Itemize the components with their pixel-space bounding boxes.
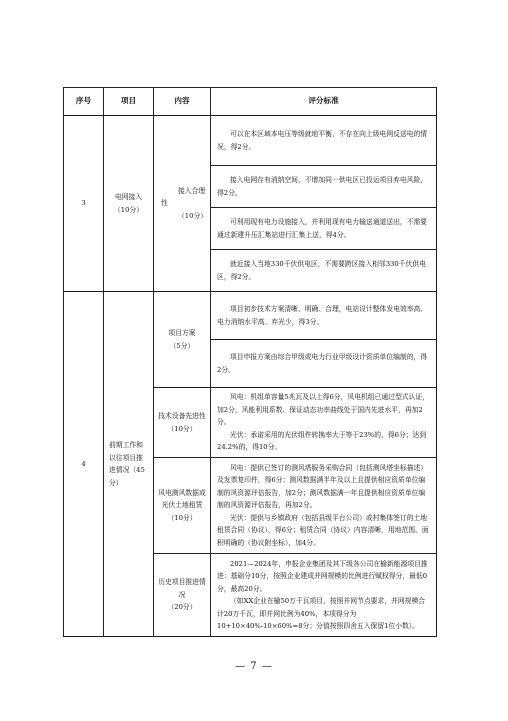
section4-sub4-criterion-1: 2021—2024年，申报企业集团及其下级各公司在榆新能源项目推进：基础分10分，按照企业建成并网规模的比例进行赋权得分，最低0分，最高20分。	[217, 559, 428, 593]
section3-project	[104, 116, 154, 292]
section4-sub4-score: （20分）	[167, 603, 197, 612]
table-row	[64, 116, 437, 166]
section3-project-name: 电网接入	[114, 193, 143, 201]
header-project: 项目	[104, 88, 154, 116]
section4-sub1-criterion-2: 项目申报方案由综合甲级或电力行业甲级设计资质单位编制的，得2分。	[211, 340, 437, 388]
section4-sub1-name: 项目方案	[168, 329, 196, 337]
page-number: — 7 —	[235, 661, 273, 672]
section4-sub2-criteria	[211, 388, 437, 458]
section4-sub1	[154, 292, 211, 388]
section4-sub2-name: 技术设备先进性	[158, 412, 206, 420]
section4-sub2-score: （10分）	[167, 424, 197, 433]
section4-sub2-wind: 风电：机组单容量5兆瓦及以上得6分，风电机组已通过型式认证，加2分，风能利用系数、保证动态功率曲线处于国内先进水平，再加2分。	[217, 393, 429, 427]
section3-criterion-3: 可利用现有电力设施接入，并利用现有电力输送通道送出，不需要通过新建升压汇集站进行汇集上送，得4分。	[211, 208, 437, 250]
section4-sub4-criterion-2: （如XX企业在榆50万千瓦项目，按照并网节点要求，并网规模合计20万千瓦，即并网比例为40%，本项得分为10+10×40%-10×60%=8分；分值按照四舍五入保留1位小数）。	[217, 597, 426, 630]
section4-sub3-criteria	[211, 458, 437, 554]
section4-sub3-solar: 光伏：提供与乡镇政府（包括县级平台公司）或村集体签订的土地租赁合同（协议），得6分；租赁合同（协议）内容清晰，用地范围、面积明确的（协议附坐标），加4分。	[217, 513, 429, 547]
header-no: 序号	[64, 88, 104, 116]
header-criteria: 评分标准	[211, 88, 437, 116]
header-content: 内容	[154, 88, 211, 116]
table-row	[64, 292, 437, 340]
section3-content-score: （10分）	[178, 211, 208, 220]
section4-sub3-score: （10分）	[167, 513, 197, 522]
section4-sub2-solar: 光伏：承诺采用的光伏组件转换率大于等于23%的，得6分；达到24.2%的，得10分。	[217, 430, 427, 452]
section4-sub4-name: 历史项目推进情况	[158, 578, 206, 599]
section3-content-name-b: 性	[161, 199, 168, 208]
section4-sub4	[154, 554, 211, 637]
section4-sub3-name: 风电测风数据或光伏土地租赁	[158, 488, 206, 510]
scoring-table	[63, 87, 437, 637]
section3-no: 3	[64, 116, 104, 292]
table-header-row	[64, 88, 437, 116]
section4-sub3	[154, 458, 211, 554]
section3-content	[154, 116, 211, 292]
section3-criterion-1: 可以在本区域本电压等级就地平衡，不存在向上级电网反送电的情况，得2分。	[211, 116, 437, 166]
section4-sub4-criteria	[211, 554, 437, 637]
section3-criterion-4: 就近接入当地330千伏供电区，不需要跨区接入相邻330千伏供电区，得2分。	[211, 250, 437, 292]
section3-project-score: （10分）	[113, 205, 144, 214]
section4-project: 前期工作和以往项目推进情况（45分）	[104, 292, 154, 637]
section3-criterion-2: 接入电网存有消纳空间，不增加同一供电区已投运项目弃电风险，得2分。	[211, 166, 437, 208]
section4-sub1-criterion-1: 项目初步技术方案清晰、明确、合理，电站设计整体发电效率高、电力消纳水平高、弃光少，得3分。	[211, 292, 437, 340]
section4-sub3-wind: 风电：提供已签订的测风塔服务采购合同（包括测风塔坐标描述）及发票复印件，得6分；测风数据满半年及以上且提供相应资质单位编制的风资源评估报告，加2分；测风数据满一年且提供相应资质单位编制的风资源评估报告，再加2分。	[217, 463, 428, 510]
section4-sub2	[154, 388, 211, 458]
section4-sub1-score: （5分）	[169, 341, 195, 350]
section4-no: 4	[64, 292, 104, 637]
section3-content-name-a: 接入合理	[178, 186, 206, 195]
